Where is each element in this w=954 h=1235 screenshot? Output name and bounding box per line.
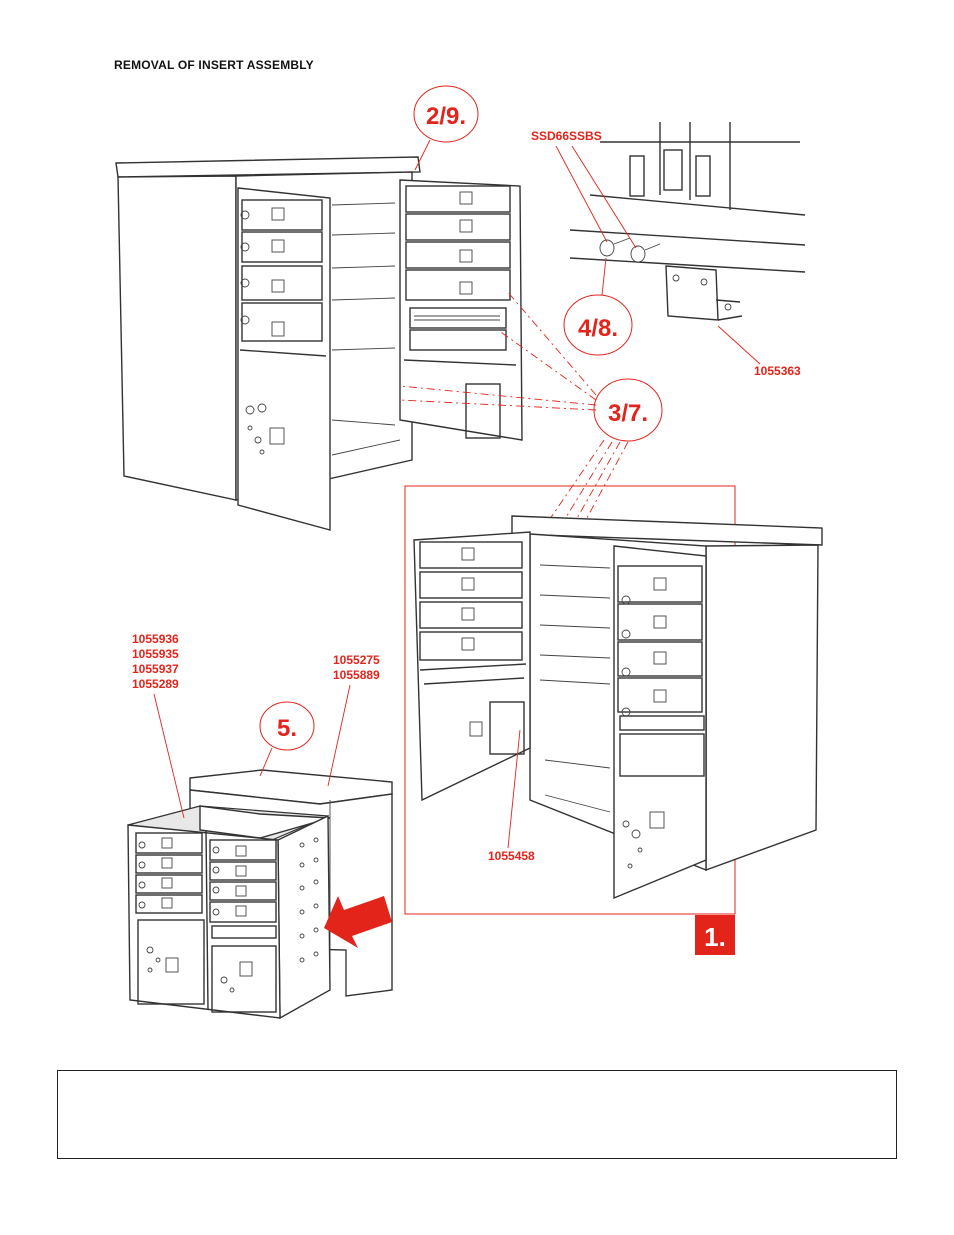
- part-group-b: [328, 653, 380, 786]
- part-label-1055275: 1055275: [333, 653, 380, 667]
- notes-box: [57, 1070, 897, 1159]
- callout-1-label: 1.: [704, 922, 726, 952]
- cabinet-top-open-doors: [116, 157, 522, 530]
- part-label-1055363: 1055363: [754, 364, 801, 378]
- cabinet-detail-1: [414, 516, 822, 898]
- callout-3-7-label: 3/7.: [607, 400, 649, 427]
- part-label-ssd66ssbs: SSD66SSBS: [531, 129, 602, 143]
- part-label-1055936: 1055936: [132, 632, 179, 646]
- part-label-1055937: 1055937: [132, 662, 179, 676]
- part-label-1055889: 1055889: [333, 668, 380, 682]
- callout-5: [260, 702, 314, 776]
- cabinet-insert-removal: [128, 770, 392, 1018]
- callout-5-label: 5.: [276, 715, 298, 742]
- part-label-1055289: 1055289: [132, 677, 179, 691]
- callout-2-9-label: 2/9.: [425, 103, 467, 130]
- part-group-a: [132, 632, 184, 818]
- callout-4-8-label: 4/8.: [577, 315, 619, 342]
- hinge-detail: [570, 122, 805, 320]
- part-label-1055935: 1055935: [132, 647, 179, 661]
- callout-2-9: [414, 86, 478, 170]
- callout-4-8: [564, 258, 632, 355]
- part-label-1055458: 1055458: [488, 849, 535, 863]
- page-title: REMOVAL OF INSERT ASSEMBLY: [114, 58, 314, 72]
